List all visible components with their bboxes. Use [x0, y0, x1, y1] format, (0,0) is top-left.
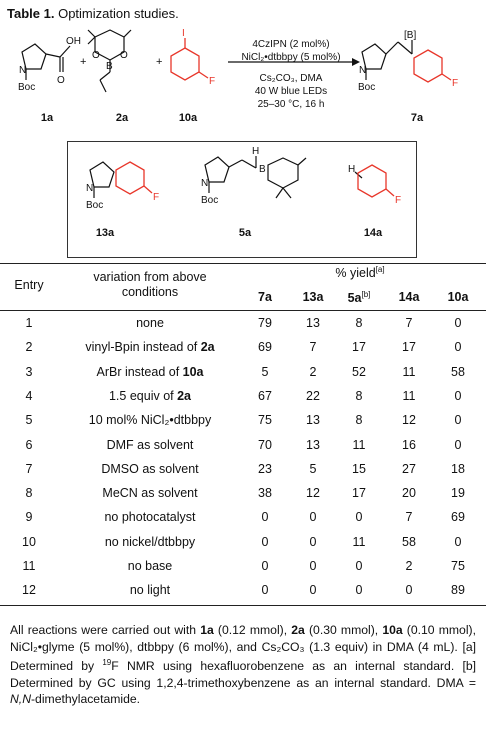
yield-cell-14a: 11 [402, 364, 416, 379]
variation-text: no light [129, 583, 171, 598]
yield-cell-5a: 0 [355, 583, 363, 598]
yield-cell-13a: 0 [309, 534, 317, 549]
table-row [0, 313, 486, 334]
footnote-text-2: (0.12 mmol), [213, 623, 292, 637]
footnote-italic: N,N [10, 692, 31, 707]
table-row [0, 386, 486, 407]
compound-label-1a: 1a [40, 112, 54, 124]
condition-line-4: 40 W blue LEDs [254, 86, 328, 97]
byproduct-box [67, 141, 417, 258]
b-atom-2a: B [106, 61, 113, 72]
yield-cell-13a: 22 [306, 388, 320, 403]
caption-text: Optimization studies. [58, 6, 179, 21]
compound-label-2a: 2a [115, 112, 129, 124]
variation-cell [64, 438, 236, 452]
yield-cell-10a: 18 [451, 461, 465, 476]
variation-cell [64, 462, 236, 476]
yield-cell-13a: 13 [306, 316, 320, 330]
o-atom-2a-right: O [120, 50, 128, 61]
header-col-14a: 14a [398, 290, 420, 304]
yield-cell-10a: 0 [454, 437, 462, 452]
yield-cell-10a: 69 [451, 510, 465, 525]
yield-cell-7a: 67 [258, 388, 272, 403]
yield-cell-7a: 70 [258, 437, 272, 452]
reaction-conditions [226, 38, 356, 111]
table-header-rule [0, 310, 486, 311]
entry-cell: 6 [25, 437, 33, 452]
yield-cell-10a: 0 [454, 413, 462, 428]
yield-cell-13a: 13 [306, 413, 320, 428]
variation-cell [64, 389, 236, 403]
condition-line-1: 4CzIPN (2 mol%) [252, 39, 330, 50]
yield-cell-5a: 8 [355, 316, 363, 330]
yield-cell-13a: 7 [309, 340, 317, 355]
variation-text: DMSO as solvent [101, 461, 199, 476]
header-yield [300, 265, 420, 280]
yield-cell-14a: 16 [402, 437, 416, 452]
header-entry: Entry [14, 278, 44, 292]
n-atom-13a: N [86, 183, 94, 194]
header-yield-note: [a] [375, 265, 385, 274]
yield-cell-13a: 13 [306, 437, 320, 452]
yield-cell-10a: 19 [451, 486, 465, 501]
compound-label-14a: 14a [363, 227, 383, 239]
n-atom-5a: N [201, 178, 209, 189]
boc-group-5a: Boc [201, 195, 219, 206]
table-row [0, 532, 486, 553]
yield-cell-10a: 0 [454, 534, 462, 549]
plus-sign-2: + [156, 56, 163, 68]
entry-cell: 8 [25, 486, 33, 501]
n-atom-7a: N [359, 65, 367, 76]
header-col-5a-label: 5a [347, 291, 362, 306]
yield-cell-14a: 20 [402, 486, 416, 501]
yield-cell-13a: 0 [309, 510, 317, 525]
entry-cell: 3 [25, 364, 33, 379]
yield-cell-14a: 58 [402, 534, 416, 549]
yield-cell-14a: 2 [405, 559, 413, 573]
compound-label-13a: 13a [95, 227, 115, 239]
yield-cell-7a: 69 [258, 340, 272, 355]
yield-cell-5a: 8 [355, 388, 363, 403]
yield-cell-5a: 17 [352, 340, 366, 355]
o-atom-2a-left: O [92, 50, 100, 61]
plus-sign-1: + [80, 56, 87, 68]
yield-cell-14a: 17 [402, 340, 416, 355]
yield-cell-13a: 2 [309, 364, 317, 379]
yield-cell-7a: 23 [258, 461, 272, 476]
table-bottom-rule [0, 605, 486, 606]
compound-label-10a: 10a [178, 112, 198, 124]
yield-cell-5a: 0 [355, 510, 363, 525]
entry-cell: 7 [25, 461, 33, 476]
compound-label-7a: 7a [410, 112, 424, 124]
footnote-text-5: F NMR using hexafluorobenzene as an internal standard. [b] Determined by GC using 1,2,4-trimethoxybenzene as an internal standard. DMA = [10, 659, 476, 690]
yield-cell-7a: 0 [261, 583, 269, 598]
entry-cell: 5 [25, 413, 33, 428]
variation-text: DMF as solvent [106, 437, 194, 452]
yield-cell-7a: 0 [261, 510, 269, 525]
yield-cell-13a: 0 [309, 583, 317, 598]
yield-cell-14a: 11 [402, 388, 416, 403]
table-row [0, 410, 486, 431]
variation-cell [64, 365, 236, 379]
yield-cell-10a: 89 [451, 583, 465, 598]
yield-cell-7a: 0 [261, 534, 269, 549]
yield-cell-14a: 7 [405, 316, 413, 330]
boron-group-7a: [B] [404, 30, 417, 41]
variation-cell [64, 583, 236, 597]
table-row [0, 507, 486, 528]
header-col-10a: 10a [447, 290, 469, 304]
variation-cell [64, 316, 236, 330]
yield-cell-7a: 38 [258, 486, 272, 501]
yield-cell-10a: 58 [451, 364, 465, 379]
yield-cell-5a: 0 [355, 559, 363, 573]
yield-cell-14a: 27 [402, 461, 416, 476]
variation-text: 1.5 equiv of [108, 388, 178, 403]
table-row [0, 337, 486, 358]
table-row [0, 435, 486, 456]
aryl-ring-10a [171, 48, 199, 80]
table-row [0, 483, 486, 504]
footnote-superscript: 19 [102, 658, 112, 667]
yield-cell-13a: 0 [309, 559, 317, 573]
yield-cell-7a: 79 [258, 316, 272, 330]
header-variation: variation from above conditions [93, 270, 207, 299]
h-atom-14a: H [348, 164, 356, 175]
condition-line-3: Cs₂CO₃, DMA [259, 73, 323, 84]
yield-cell-10a: 0 [454, 340, 462, 355]
fluorine-atom-7a: F [452, 78, 459, 89]
header-yield-label: % yield [335, 266, 376, 281]
yield-cell-10a: 75 [451, 559, 465, 573]
boc-group-13a: Boc [86, 200, 104, 211]
condition-line-2: NiCl₂•dtbbpy (5 mol%) [241, 52, 341, 63]
header-col-7a: 7a [258, 290, 272, 304]
iodine-atom-10a: I [182, 28, 185, 39]
h-atom-5a: H [252, 146, 260, 157]
yield-cell-7a: 5 [261, 364, 269, 379]
yield-cell-5a: 11 [352, 534, 366, 549]
footnote-text-1: All reactions were carried out with [10, 623, 201, 637]
footnote-cmpd-1a: 1a [200, 623, 214, 637]
footnote-text-3: (0.30 mmol), [304, 623, 383, 637]
variation-text: MeCN as solvent [102, 486, 198, 501]
footnote-cmpd-10a: 10a [382, 623, 403, 637]
yield-cell-10a: 0 [454, 316, 462, 330]
table-top-rule [0, 263, 486, 264]
table-row [0, 580, 486, 601]
variation-cell [64, 510, 236, 524]
variation-text: vinyl-Bpin instead of [85, 340, 201, 355]
yield-cell-5a: 17 [352, 486, 366, 501]
carbonyl-o-1a: O [57, 75, 65, 86]
variation-text: ArBr instead of [96, 364, 183, 379]
yield-cell-7a: 0 [261, 559, 269, 573]
entry-cell: 11 [22, 559, 36, 573]
entry-cell: 10 [22, 534, 36, 549]
table-row [0, 459, 486, 480]
oh-group-1a: OH [66, 36, 81, 47]
table-footnote [10, 622, 476, 708]
n-atom-1a: N [19, 65, 27, 76]
fluorine-atom-14a: F [395, 195, 402, 206]
yield-cell-14a: 0 [405, 583, 413, 598]
entry-cell: 4 [25, 388, 33, 403]
variation-cell [64, 559, 236, 573]
variation-compound: 2a [177, 388, 191, 403]
aryl-ring-7a [414, 50, 442, 82]
variation-cell [64, 413, 236, 427]
footnote-text-6: -dimethylacetamide. [31, 692, 141, 707]
header-col-5a-note: [b] [361, 290, 371, 299]
entry-cell: 1 [25, 316, 33, 330]
variation-cell [64, 340, 236, 354]
footnote-cmpd-2a: 2a [291, 623, 305, 637]
entry-cell: 9 [25, 510, 33, 525]
variation-text: no base [127, 559, 173, 573]
yield-cell-5a: 15 [352, 461, 366, 476]
compound-label-5a: 5a [238, 227, 252, 239]
variation-text: 10 mol% NiCl₂•dtbbpy [88, 413, 212, 428]
table-row [0, 556, 486, 577]
yield-cell-7a: 75 [258, 413, 272, 428]
b-atom-5a: B [259, 164, 266, 175]
caption-label: Table 1. [7, 6, 55, 21]
variation-compound: 2a [200, 340, 215, 355]
header-col-13a: 13a [302, 290, 324, 304]
variation-compound: 10a [182, 364, 204, 379]
yield-cell-5a: 11 [352, 437, 366, 452]
header-col-5a [339, 290, 379, 305]
yield-cell-10a: 0 [454, 388, 462, 403]
boc-group-1a: Boc [18, 82, 36, 93]
variation-text: no photocatalyst [104, 510, 196, 525]
yield-cell-5a: 52 [352, 364, 366, 379]
footnote-text-4: (0.10 mmol), NiCl₂•glyme (5 mol%), dtbbpy (6 mol%), and Cs₂CO₃ (1.3 equiv) in DMA (4 mL). [a] Determined by [10, 623, 476, 674]
entry-cell: 12 [22, 583, 36, 598]
boc-group-7a: Boc [358, 82, 376, 93]
variation-text: none [136, 316, 164, 330]
yield-cell-13a: 5 [309, 461, 317, 476]
table-row [0, 362, 486, 383]
fluorine-atom-13a: F [153, 192, 160, 203]
entry-cell: 2 [25, 340, 33, 355]
yield-cell-5a: 8 [355, 413, 363, 428]
variation-cell [64, 486, 236, 500]
yield-cell-14a: 12 [402, 413, 416, 428]
variation-text: no nickel/dtbbpy [104, 534, 196, 549]
variation-cell [64, 535, 236, 549]
fluorine-atom-10a: F [209, 76, 216, 87]
yield-cell-14a: 7 [405, 510, 413, 525]
yield-cell-13a: 12 [306, 486, 320, 501]
condition-line-5: 25–30 °C, 16 h [257, 99, 325, 110]
